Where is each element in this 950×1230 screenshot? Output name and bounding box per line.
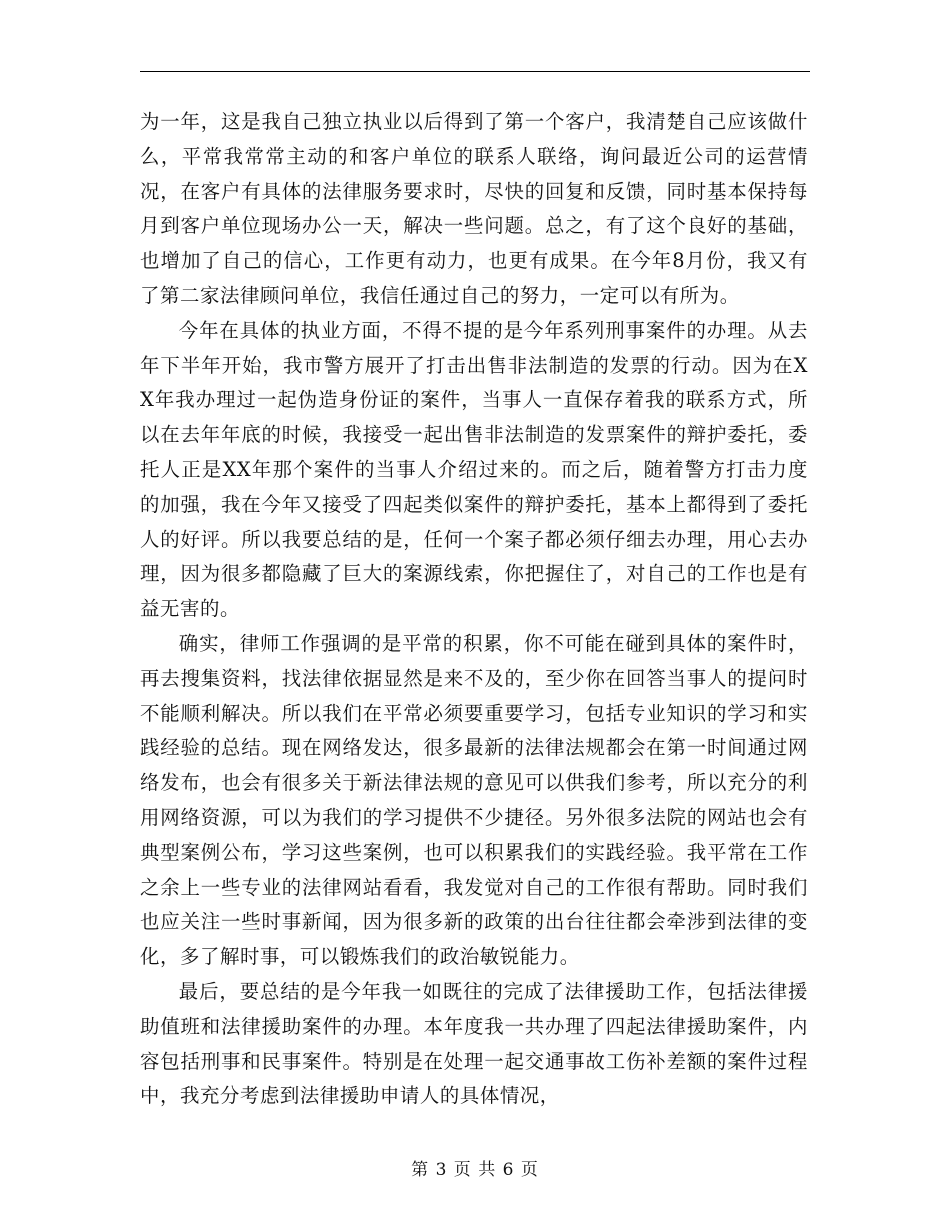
- paragraph-1: 为一年，这是我自己独立执业以后得到了第一个客户，我清楚自己应该做什么，平常我常常主动的和客户单位的联系人联络，询问最近公司的运营情况，在客户有具体的法律服务要求时，尽快的回复和反馈，同时基本保持每月到客户单位现场办公一天，解决一些问题。总之，有了这个良好的基础，也增加了自己的信心，工作更有动力，也更有成果。在今年8月份，我又有了第二家法律顾问单位，我信任通过自己的努力，一定可以有所为。: [140, 110, 808, 307]
- page-number-label: 第 3 页 共 6 页: [411, 1160, 539, 1180]
- paragraph-3: 确实，律师工作强调的是平常的积累，你不可能在碰到具体的案件时，再去搜集资料，找法律依据显然是来不及的，至少你在回答当事人的提问时不能顺利解决。所以我们在平常必须要重要学习，包括专业知识的学习和实践经验的总结。现在网络发达，很多最新的法律法规都会在第一时间通过网络发布，也会有很多关于新法律法规的意见可以供我们参考，所以充分的利用网络资源，可以为我们的学习提供不少捷径。另外很多法院的网站也会有典型案例公布，学习这些案例，也可以积累我们的实践经验。我平常在工作之余上一些专业的法律网站看看，我发觉对自己的工作很有帮助。同时我们也应关注一些时事新闻，因为很多新的政策的出台往往都会牵涉到法律的变化，多了解时事，可以锻炼我们的政治敏锐能力。: [140, 631, 808, 969]
- document-body: [140, 105, 808, 1114]
- page-footer: [0, 1155, 950, 1180]
- paragraph-4: 最后，要总结的是今年我一如既往的完成了法律援助工作，包括法律援助值班和法律援助案件的办理。本年度我一共办理了四起法律援助案件，内容包括刑事和民事案件。特别是在处理一起交通事故工伤补差额的案件过程中，我充分考虑到法律援助申请人的具体情况，: [140, 979, 808, 1108]
- header-rule: [140, 71, 810, 72]
- paragraph-2: 今年在具体的执业方面，不得不提的是今年系列刑事案件的办理。从去年下半年开始，我市警方展开了打击出售非法制造的发票的行动。因为在XX年我办理过一起伪造身份证的案件，当事人一直保存着我的联系方式，所以在去年年底的时候，我接受一起出售非法制造的发票案件的辩护委托，委托人正是XX年那个案件的当事人介绍过来的。而之后，随着警方打击力度的加强，我在今年又接受了四起类似案件的辩护委托，基本上都得到了委托人的好评。所以我要总结的是，任何一个案子都必须仔细去办理，用心去办理，因为很多都隐藏了巨大的案源线索，你把握住了，对自己的工作也是有益无害的。: [140, 318, 808, 621]
